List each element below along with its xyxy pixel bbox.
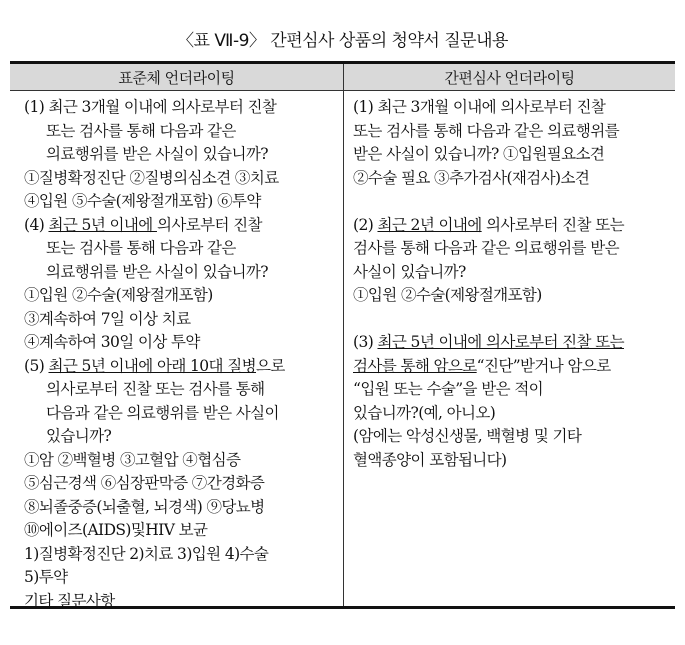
question-text: ⑤심근경색 ⑥심장판막증 ⑦간경화증 [24, 474, 265, 492]
question-line [24, 425, 285, 449]
question-text: 또는 검사를 통해 다음과 같은 [46, 121, 236, 140]
question-text: 혈액종양이 포함됩니다) [353, 450, 507, 469]
question-text: 또는 검사를 통해 다음과 같은 의료행위를 [353, 121, 619, 140]
question-text: (5) [24, 356, 49, 375]
question-text: 또는 검사를 통해 다음과 같은 [46, 239, 236, 257]
question-text: ④입원 ⑤수술(제왕절개포함) ⑥투약 [24, 192, 261, 210]
question-text: 의사로부터 진찰 [156, 215, 262, 234]
questionnaire-table [10, 61, 675, 609]
question-line [353, 355, 624, 379]
question-line [24, 472, 285, 496]
question-text: 의료행위를 받은 사실이 있습니까? [46, 262, 268, 281]
question-text: 의사로부터 진찰 또는 [481, 215, 624, 234]
question-text: 1)질병확정진단 2)치료 3)입원 4)수술 [24, 544, 269, 563]
question-line [353, 214, 624, 238]
question-text: ①입원 ②수술(제왕절개포함) [353, 286, 542, 304]
question-line [353, 449, 624, 473]
question-text: 있습니까?(예, 아니오) [353, 403, 496, 422]
question-line [24, 214, 285, 238]
question-text: 받은 사실이 있습니까? ①입원필요소견 [353, 145, 605, 163]
question-line [24, 331, 285, 355]
question-text: 검사를 통해 다음과 같은 의료행위를 받은 [353, 239, 619, 257]
question-line [24, 496, 285, 520]
underlined-text: 최근 5년 이내에 의사로부터 진찰 또는 [377, 333, 624, 351]
underlined-text: 최근 5년 이내에 아래 10대 질병 [48, 356, 257, 375]
question-text: ④계속하여 30일 이상 투약 [24, 333, 200, 351]
question-text: ⑧뇌졸중증(뇌출혈, 뇌경색) ⑨당뇨병 [24, 497, 265, 516]
question-text: ①질병확정진단 ②질병의심소견 ③치료 [24, 168, 279, 187]
question-text: 으로 [256, 356, 285, 375]
question-text: “진단”받거나 암으로 [476, 356, 611, 375]
question-line [24, 449, 285, 473]
question-text: (3) [353, 333, 378, 351]
question-text: ②수술 필요 ③추가검사(재검사)소견 [353, 168, 590, 187]
underlined-text: 최근 2년 이내에 [377, 215, 482, 234]
question-text: 의료행위를 받은 사실이 있습니까? [46, 145, 268, 163]
underlined-text: 최근 5년 이내에 [48, 215, 157, 234]
header-standard-underwriting: 표준체 언더라이팅 [118, 69, 235, 87]
question-line [24, 543, 285, 567]
question-text: (4) [24, 215, 49, 234]
underlined-text: 검사를 통해 암으로 [353, 356, 477, 375]
column-divider [343, 64, 344, 606]
question-line [353, 261, 624, 285]
question-line [24, 96, 285, 120]
question-line [24, 143, 285, 167]
question-line [353, 378, 624, 402]
question-line [353, 308, 624, 332]
question-text: 의사로부터 진찰 또는 검사를 통해 [46, 380, 265, 398]
header-simplified-underwriting: 간편심사 언더라이팅 [444, 69, 575, 87]
question-line [353, 237, 624, 261]
question-line [353, 96, 624, 120]
question-line [24, 519, 285, 543]
question-line [24, 284, 285, 308]
question-text: (1) 최근 3개월 이내에 의사로부터 진찰 [24, 98, 277, 116]
question-line [24, 261, 285, 285]
question-line [24, 566, 285, 590]
question-text: 있습니까? [46, 427, 112, 445]
question-line [353, 167, 624, 191]
question-line [24, 190, 285, 214]
question-line [353, 120, 624, 144]
question-line [353, 331, 624, 355]
question-line [24, 378, 285, 402]
question-line [353, 425, 624, 449]
question-text: 5)투약 [24, 568, 68, 586]
question-line [24, 308, 285, 332]
question-line [24, 590, 285, 614]
simplified-questions-column [353, 96, 624, 472]
question-line [24, 402, 285, 426]
question-text: (1) 최근 3개월 이내에 의사로부터 진찰 [353, 98, 606, 116]
question-text: 사실이 있습니까? [353, 262, 466, 281]
question-line [24, 167, 285, 191]
standard-questions-column [24, 96, 285, 613]
question-text: (2) [353, 215, 378, 234]
question-text: ①암 ②백혈병 ③고혈압 ④협심증 [24, 450, 241, 469]
question-line [24, 355, 285, 379]
question-text: (암에는 악성신생물, 백혈병 및 기타 [353, 427, 582, 445]
question-text: 기타 질문사항 [24, 591, 115, 610]
question-text: ①입원 ②수술(제왕절개포함) [24, 286, 213, 304]
question-line [24, 120, 285, 144]
question-text: “입원 또는 수술”을 받은 적이 [353, 380, 544, 398]
question-text: ③계속하여 7일 이상 치료 [24, 309, 191, 328]
question-line [353, 143, 624, 167]
table-caption: 〈표 Ⅶ-9〉 간편심사 상품의 청약서 질문내용 [177, 31, 508, 51]
question-line [353, 284, 624, 308]
question-line [353, 190, 624, 214]
question-line [24, 237, 285, 261]
question-text: ⑩에이즈(AIDS)및HIV 보균 [24, 521, 208, 539]
question-line [353, 402, 624, 426]
question-text: 다음과 같은 의료행위를 받은 사실이 [46, 403, 279, 422]
